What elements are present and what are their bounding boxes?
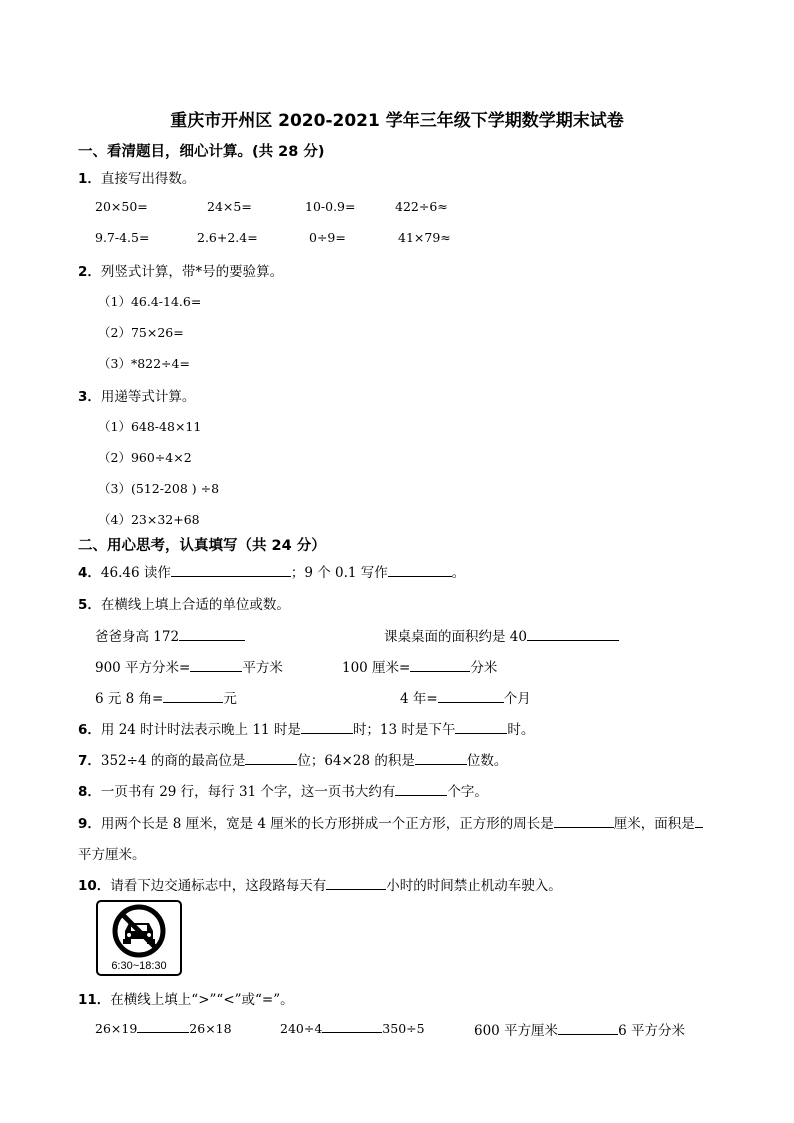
question-text: 用递等式计算。 bbox=[100, 389, 196, 405]
q1-row2-item: 0÷9= bbox=[309, 230, 346, 245]
answer-blank[interactable] bbox=[301, 720, 353, 734]
no-motor-vehicle-sign bbox=[96, 900, 182, 976]
answer-blank[interactable] bbox=[326, 876, 386, 890]
q1-row2-item: 9.7-4.5= bbox=[95, 230, 150, 245]
q1-row1-item: 24×5= bbox=[207, 199, 252, 214]
question-number: 5． bbox=[78, 597, 101, 613]
question-text: 。 bbox=[451, 565, 466, 581]
question-text: 列竖式计算，带*号的要验算。 bbox=[100, 264, 284, 280]
answer-blank[interactable] bbox=[455, 720, 507, 734]
answer-blank[interactable] bbox=[179, 627, 245, 641]
question-text: 厘米，面积是 bbox=[613, 816, 695, 832]
answer-blank[interactable] bbox=[245, 751, 297, 765]
question-4 bbox=[78, 561, 465, 581]
question-text: 元 bbox=[223, 691, 237, 707]
question-8 bbox=[78, 780, 488, 800]
question-text: 位数。 bbox=[466, 753, 508, 769]
page-title: 重庆市开州区 2020-2021 学年三年级下学期数学期末试卷 bbox=[170, 111, 624, 131]
q3-item: （3）(512-208 ) ÷8 bbox=[98, 481, 220, 496]
question-text: ；9 个 0.1 写作 bbox=[290, 565, 388, 581]
question-text: 46.46 读作 bbox=[100, 565, 171, 581]
q1-row1-item: 422÷6≈ bbox=[395, 199, 448, 214]
question-6 bbox=[78, 718, 534, 738]
question-7 bbox=[78, 749, 507, 769]
q5-item bbox=[342, 656, 497, 676]
question-1 bbox=[78, 167, 195, 187]
answer-blank[interactable] bbox=[137, 1019, 189, 1033]
question-text: 时；13 时是下午 bbox=[352, 722, 456, 738]
question-text: 小时的时间禁止机动车驶入。 bbox=[386, 878, 562, 894]
q3-item: （1）648-48×11 bbox=[98, 419, 202, 434]
question-text: 用两个长是 8 厘米，宽是 4 厘米的长方形拼成一个正方形，正方形的周长是 bbox=[100, 816, 554, 832]
section-1-heading: 一、看清题目，细心计算。(共 28 分) bbox=[78, 144, 325, 160]
question-text: 26×18 bbox=[189, 1021, 232, 1036]
question-2 bbox=[78, 260, 283, 280]
question-9-continued: 平方厘米。 bbox=[78, 847, 146, 863]
question-text: 平方米 bbox=[242, 660, 283, 676]
question-text: 4 年= bbox=[400, 691, 438, 707]
question-text: 课桌桌面的面积约是 40 bbox=[384, 629, 527, 645]
answer-blank[interactable] bbox=[527, 627, 619, 641]
question-10 bbox=[78, 874, 562, 894]
question-text: 爸爸身高 172 bbox=[95, 629, 180, 645]
answer-blank[interactable] bbox=[554, 814, 614, 828]
question-text: 900 平方分米= bbox=[95, 660, 191, 676]
question-number: 9． bbox=[78, 816, 101, 832]
question-text: 在横线上填上“>”“<”或“=”。 bbox=[110, 992, 294, 1008]
question-text: 240÷4 bbox=[280, 1021, 323, 1036]
q1-row1-item: 20×50= bbox=[95, 199, 148, 214]
answer-blank[interactable] bbox=[410, 658, 470, 672]
q5-item bbox=[95, 687, 237, 707]
question-number: 4． bbox=[78, 565, 101, 581]
question-9 bbox=[78, 812, 703, 832]
question-text: 350÷5 bbox=[382, 1021, 425, 1036]
answer-blank[interactable] bbox=[322, 1019, 382, 1033]
q11-item bbox=[474, 1019, 685, 1039]
question-number: 10． bbox=[78, 878, 111, 894]
q5-item bbox=[95, 625, 245, 645]
q5-item bbox=[95, 656, 283, 676]
question-5 bbox=[78, 593, 290, 613]
question-number: 6． bbox=[78, 722, 101, 738]
q2-item: （2）75×26= bbox=[98, 325, 184, 340]
question-text: 直接写出得数。 bbox=[100, 171, 196, 187]
answer-blank[interactable] bbox=[438, 689, 504, 703]
question-number: 7． bbox=[78, 753, 101, 769]
section-2-heading: 二、用心思考，认真填写（共 24 分） bbox=[78, 538, 326, 554]
question-text: 用 24 时计时法表示晚上 11 时是 bbox=[100, 722, 301, 738]
question-number: 1． bbox=[78, 171, 101, 187]
question-text: 位；64×28 的积是 bbox=[297, 753, 415, 769]
q5-item bbox=[400, 687, 531, 707]
question-text: 26×19 bbox=[95, 1021, 138, 1036]
answer-blank[interactable] bbox=[395, 782, 447, 796]
q2-item: （1）46.4-14.6= bbox=[98, 294, 202, 309]
question-text: 请看下边交通标志中，这段路每天有 bbox=[110, 878, 327, 894]
question-text: 在横线上填上合适的单位或数。 bbox=[100, 597, 290, 613]
question-text: 时。 bbox=[507, 722, 535, 738]
question-text: 352÷4 的商的最高位是 bbox=[100, 753, 246, 769]
q3-item: （4）23×32+68 bbox=[98, 512, 200, 527]
question-text: 600 平方厘米 bbox=[474, 1023, 559, 1039]
no-car-icon bbox=[98, 902, 180, 960]
q3-item: （2）960÷4×2 bbox=[98, 450, 192, 465]
question-number: 8． bbox=[78, 784, 101, 800]
q11-item bbox=[280, 1019, 425, 1036]
question-number: 2． bbox=[78, 264, 101, 280]
sign-time-label: 6:30~18:30 bbox=[111, 960, 167, 972]
q2-item: （3）*822÷4= bbox=[98, 356, 190, 371]
question-text: 个字。 bbox=[447, 784, 488, 800]
question-text: 6 平方分米 bbox=[618, 1023, 685, 1039]
q1-row1-item: 10-0.9= bbox=[305, 199, 356, 214]
answer-blank[interactable] bbox=[190, 658, 242, 672]
answer-blank[interactable] bbox=[388, 563, 452, 577]
answer-blank[interactable] bbox=[558, 1021, 618, 1035]
q11-item bbox=[95, 1019, 232, 1036]
question-text: 分米 bbox=[470, 660, 498, 676]
question-text: 6 元 8 角= bbox=[95, 691, 164, 707]
q5-item bbox=[384, 625, 619, 645]
q1-row2-item: 41×79≈ bbox=[398, 230, 451, 245]
question-3 bbox=[78, 385, 195, 405]
question-11 bbox=[78, 988, 294, 1008]
question-text: 个月 bbox=[503, 691, 531, 707]
answer-blank[interactable] bbox=[415, 751, 467, 765]
question-text: 一页书有 29 行，每行 31 个字，这一页书大约有 bbox=[100, 784, 396, 800]
question-number: 3． bbox=[78, 389, 101, 405]
question-text: 100 厘米= bbox=[342, 660, 411, 676]
answer-blank[interactable] bbox=[163, 689, 223, 703]
question-number: 11． bbox=[78, 992, 111, 1008]
answer-blank[interactable] bbox=[695, 814, 703, 828]
answer-blank[interactable] bbox=[171, 563, 291, 577]
q1-row2-item: 2.6+2.4= bbox=[197, 230, 258, 245]
